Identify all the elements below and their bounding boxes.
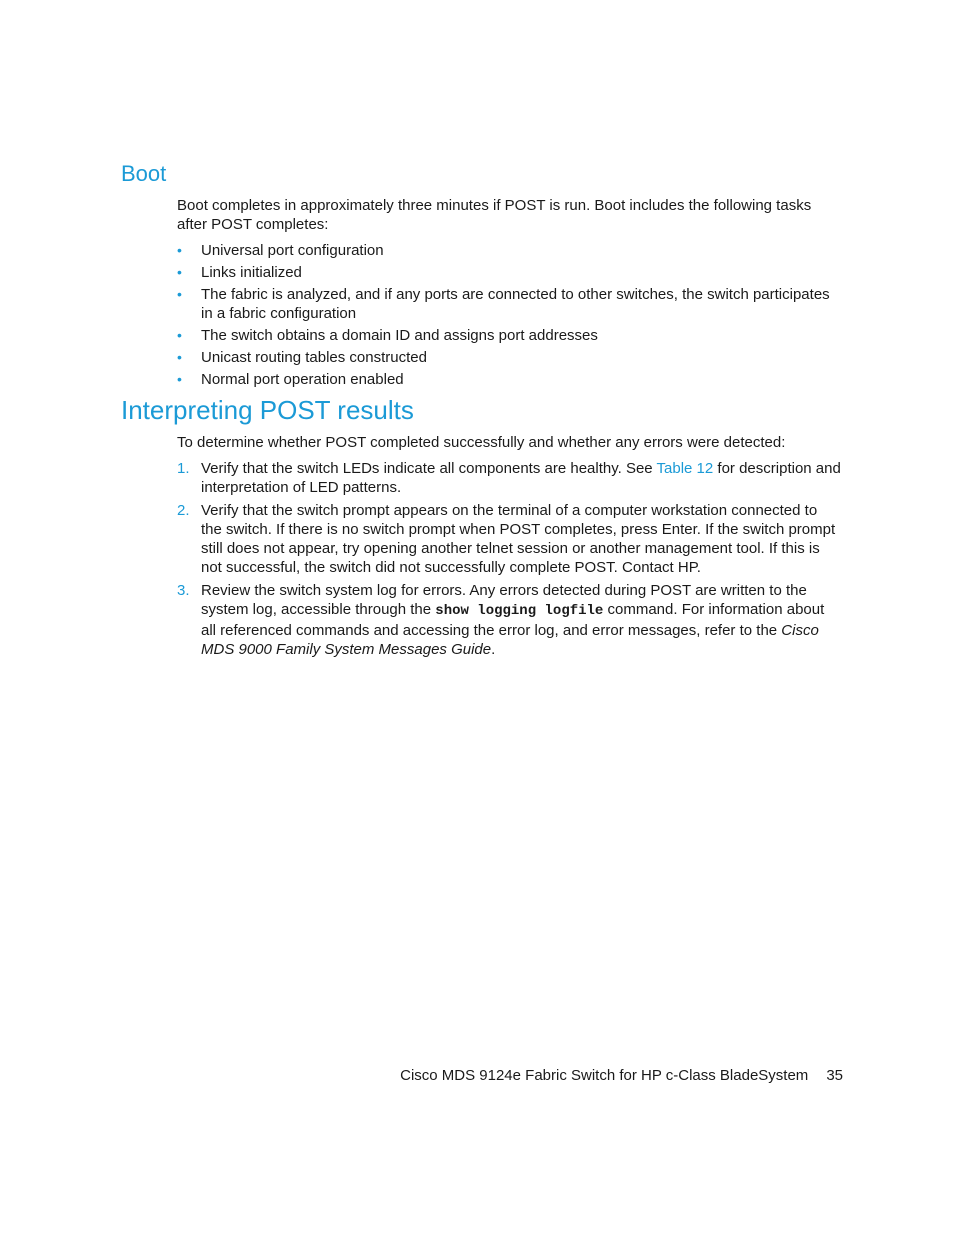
list-item — [177, 285, 842, 323]
bullet-icon: • — [177, 264, 182, 280]
step-number: 2. — [177, 502, 190, 519]
list-item-text: Normal port operation enabled — [201, 371, 404, 388]
list-item-text: The fabric is analyzed, and if any ports are connected to other switches, the switch participates in a fabric configuration — [201, 286, 830, 322]
list-item-text: The switch obtains a domain ID and assigns port addresses — [201, 327, 598, 344]
list-item-text: Universal port configuration — [201, 242, 384, 259]
page-number: 35 — [826, 1067, 843, 1084]
step-text-mid: command. For information about all referenced commands and accessing the error log, and error messages, refer to the — [201, 601, 825, 639]
step-text-pre: Verify that the switch LEDs indicate all components are healthy. See — [201, 460, 657, 477]
bullet-icon: • — [177, 349, 182, 365]
interpreting-steps-list — [177, 459, 842, 663]
list-item-text: Links initialized — [201, 264, 302, 281]
interpreting-intro: To determine whether POST completed successfully and whether any errors were detected: — [177, 434, 786, 451]
step-text-post: . — [491, 641, 496, 658]
bullet-icon: • — [177, 242, 182, 258]
boot-intro: Boot completes in approximately three minutes if POST is run. Boot includes the following tasks after POST completes: — [177, 197, 812, 233]
page-footer — [400, 1066, 843, 1085]
bullet-icon: • — [177, 286, 182, 302]
list-item — [177, 263, 842, 282]
list-item-step-3 — [177, 581, 842, 659]
guide-title: Cisco MDS 9000 Family System Messages Guide — [201, 622, 819, 658]
table-12-link[interactable]: Table 12 — [656, 460, 714, 477]
step-text-post: for description and interpretation of LED patterns. — [201, 460, 841, 496]
section-heading-boot: Boot — [121, 161, 167, 186]
boot-task-list — [177, 241, 842, 392]
list-item-step-1 — [177, 459, 842, 497]
list-item — [177, 348, 842, 367]
step-number: 3. — [177, 582, 190, 599]
list-item-text: Unicast routing tables constructed — [201, 349, 427, 366]
step-text-pre: Review the switch system log for errors. Any errors detected during POST are written to the system log, accessible through the — [201, 582, 807, 618]
list-item — [177, 370, 842, 389]
section-heading-interpreting-post-results: Interpreting POST results — [121, 395, 414, 425]
bullet-icon: • — [177, 371, 182, 387]
footer-title: Cisco MDS 9124e Fabric Switch for HP c-Class BladeSystem — [400, 1067, 809, 1084]
list-item — [177, 241, 842, 260]
step-number: 1. — [177, 460, 190, 477]
list-item-step-2 — [177, 501, 842, 577]
step-text: Verify that the switch prompt appears on the terminal of a computer workstation connected to the switch. If there is no switch prompt when POST completes, press Enter. If the switch prompt still does not appear, try opening another telnet session or another management tool. If this is not successful, the switch did not successfully complete POST. Contact HP. — [201, 502, 836, 576]
list-item — [177, 326, 842, 345]
command-text: show logging logfile — [435, 603, 604, 619]
bullet-icon: • — [177, 327, 182, 343]
